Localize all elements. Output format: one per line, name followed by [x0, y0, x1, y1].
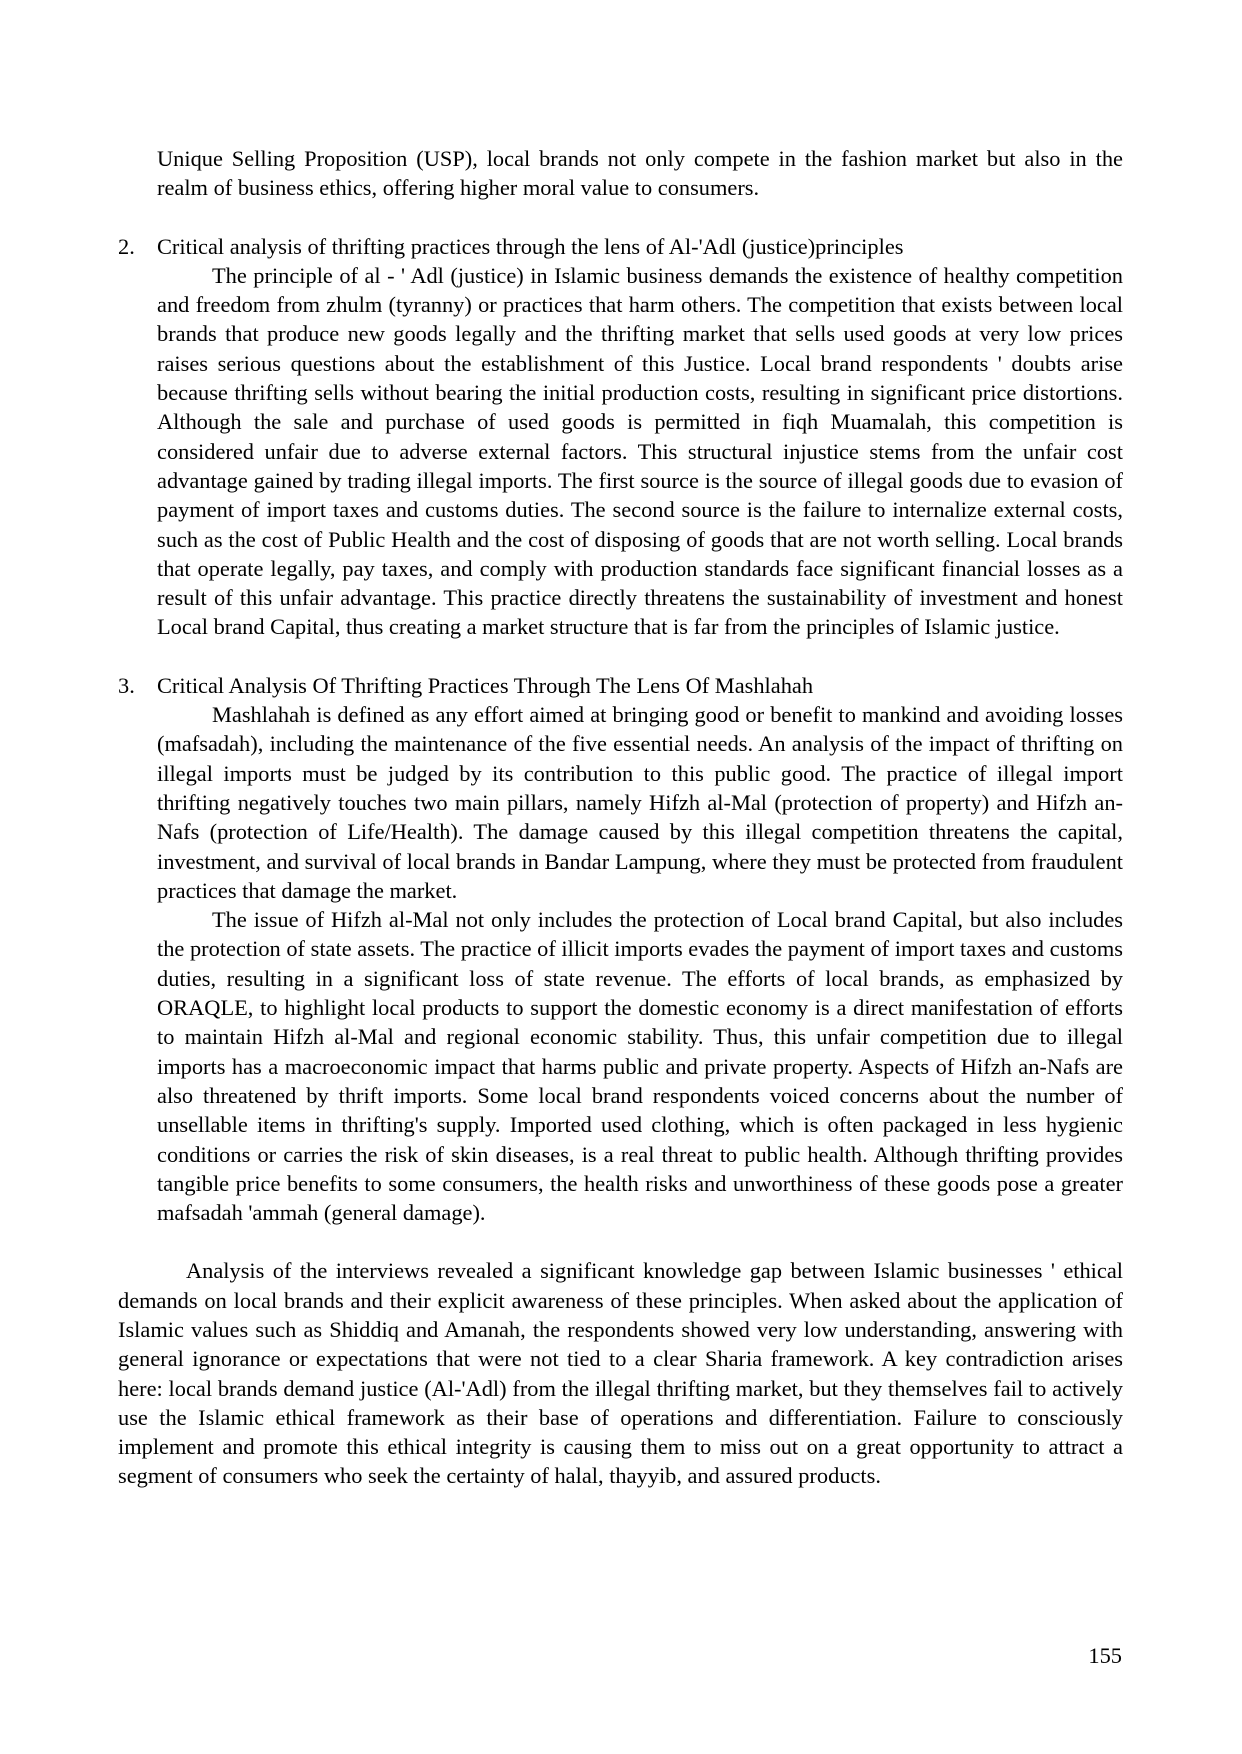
section-3-body: [157, 671, 1123, 1228]
section-3: [118, 671, 1123, 1228]
section-3-heading: Critical Analysis Of Thrifting Practices Through The Lens Of Mashlahah: [157, 672, 814, 698]
section-2-heading: Critical analysis of thrifting practices through the lens of Al-'Adl (justice)principles: [157, 233, 904, 259]
section-2: [118, 232, 1123, 642]
section-2-body: [157, 232, 1123, 642]
section-3-number: 3.: [118, 672, 135, 698]
section-3-paragraph-1: Mashlahah is defined as any effort aimed at bringing good or benefit to mankind and avoiding losses (mafsadah), including the maintenance of the five essential needs. An analysis of the impact of thrifting on illegal imports must be judged by its contribution to this public good. The practice of illegal import thrifting negatively touches two main pillars, namely Hifzh al-Mal (protection of property) and Hifzh an-Nafs (protection of Life/Health). The damage caused by this illegal competition threatens the capital, investment, and survival of local brands in Bandar Lampung, where they must be protected from fraudulent practices that damage the market.: [157, 702, 1123, 903]
section-3-paragraph-2: The issue of Hifzh al-Mal not only includes the protection of Local brand Capital, but also includes the protection of state assets. The practice of illicit imports evades the payment of import taxes and customs duties, resulting in a significant loss of state revenue. The efforts of local brands, as emphasized by ORAQLE, to highlight local products to support the domestic economy is a direct manifestation of efforts to maintain Hifzh al-Mal and regional economic stability. Thus, this unfair competition due to illegal imports has a macroeconomic impact that harms public and private property. Aspects of Hifzh an-Nafs are also threatened by thrift imports. Some local brand respondents voiced concerns about the number of unsellable items in thrifting's supply. Imported used clothing, which is often packaged in less hygienic conditions or carries the risk of skin diseases, is a real threat to public health. Although thrifting provides tangible price benefits to some consumers, the health risks and unworthiness of these goods pose a greater mafsadah 'ammah (general damage).: [157, 907, 1123, 1226]
page-content: [118, 144, 1123, 1491]
section-2-number: 2.: [118, 233, 135, 259]
page-number: 155: [1088, 1643, 1122, 1668]
closing-paragraph: Analysis of the interviews revealed a significant knowledge gap between Islamic businesses ' ethical demands on local brands and their explicit awareness of these principles. When asked about the application of Islamic values such as Shiddiq and Amanah, the respondents showed very low understanding, answering with general ignorance or expectations that were not tied to a clear Sharia framework. A key contradiction arises here: local brands demand justice (Al-'Adl) from the illegal thrifting market, but they themselves fail to actively use the Islamic ethical framework as their base of operations and differentiation. Failure to consciously implement and promote this ethical integrity is causing them to miss out on a great opportunity to attract a segment of consumers who seek the certainty of halal, thayyib, and assured products.: [118, 1258, 1123, 1489]
continuation-paragraph: Unique Selling Proposition (USP), local brands not only compete in the fashion market but also in the realm of business ethics, offering higher moral value to consumers.: [157, 146, 1123, 201]
section-2-paragraph-1: The principle of al - ' Adl (justice) in Islamic business demands the existence of healthy competition and freedom from zhulm (tyranny) or practices that harm others. The competition that exists between local brands that produce new goods legally and the thrifting market that sells used goods at very low prices raises serious questions about the establishment of this Justice. Local brand respondents ' doubts arise because thrifting sells without bearing the initial production costs, resulting in significant price distortions. Although the sale and purchase of used goods is permitted in fiqh Muamalah, this competition is considered unfair due to adverse external factors. This structural injustice stems from the unfair cost advantage gained by trading illegal imports. The first source is the source of illegal goods due to evasion of payment of import taxes and customs duties. The second source is the failure to internalize external costs, such as the cost of Public Health and the cost of disposing of goods that are not worth selling. Local brands that operate legally, pay taxes, and comply with production standards face significant financial losses as a result of this unfair advantage. This practice directly threatens the sustainability of investment and honest Local brand Capital, thus creating a market structure that is far from the principles of Islamic justice.: [157, 262, 1123, 640]
